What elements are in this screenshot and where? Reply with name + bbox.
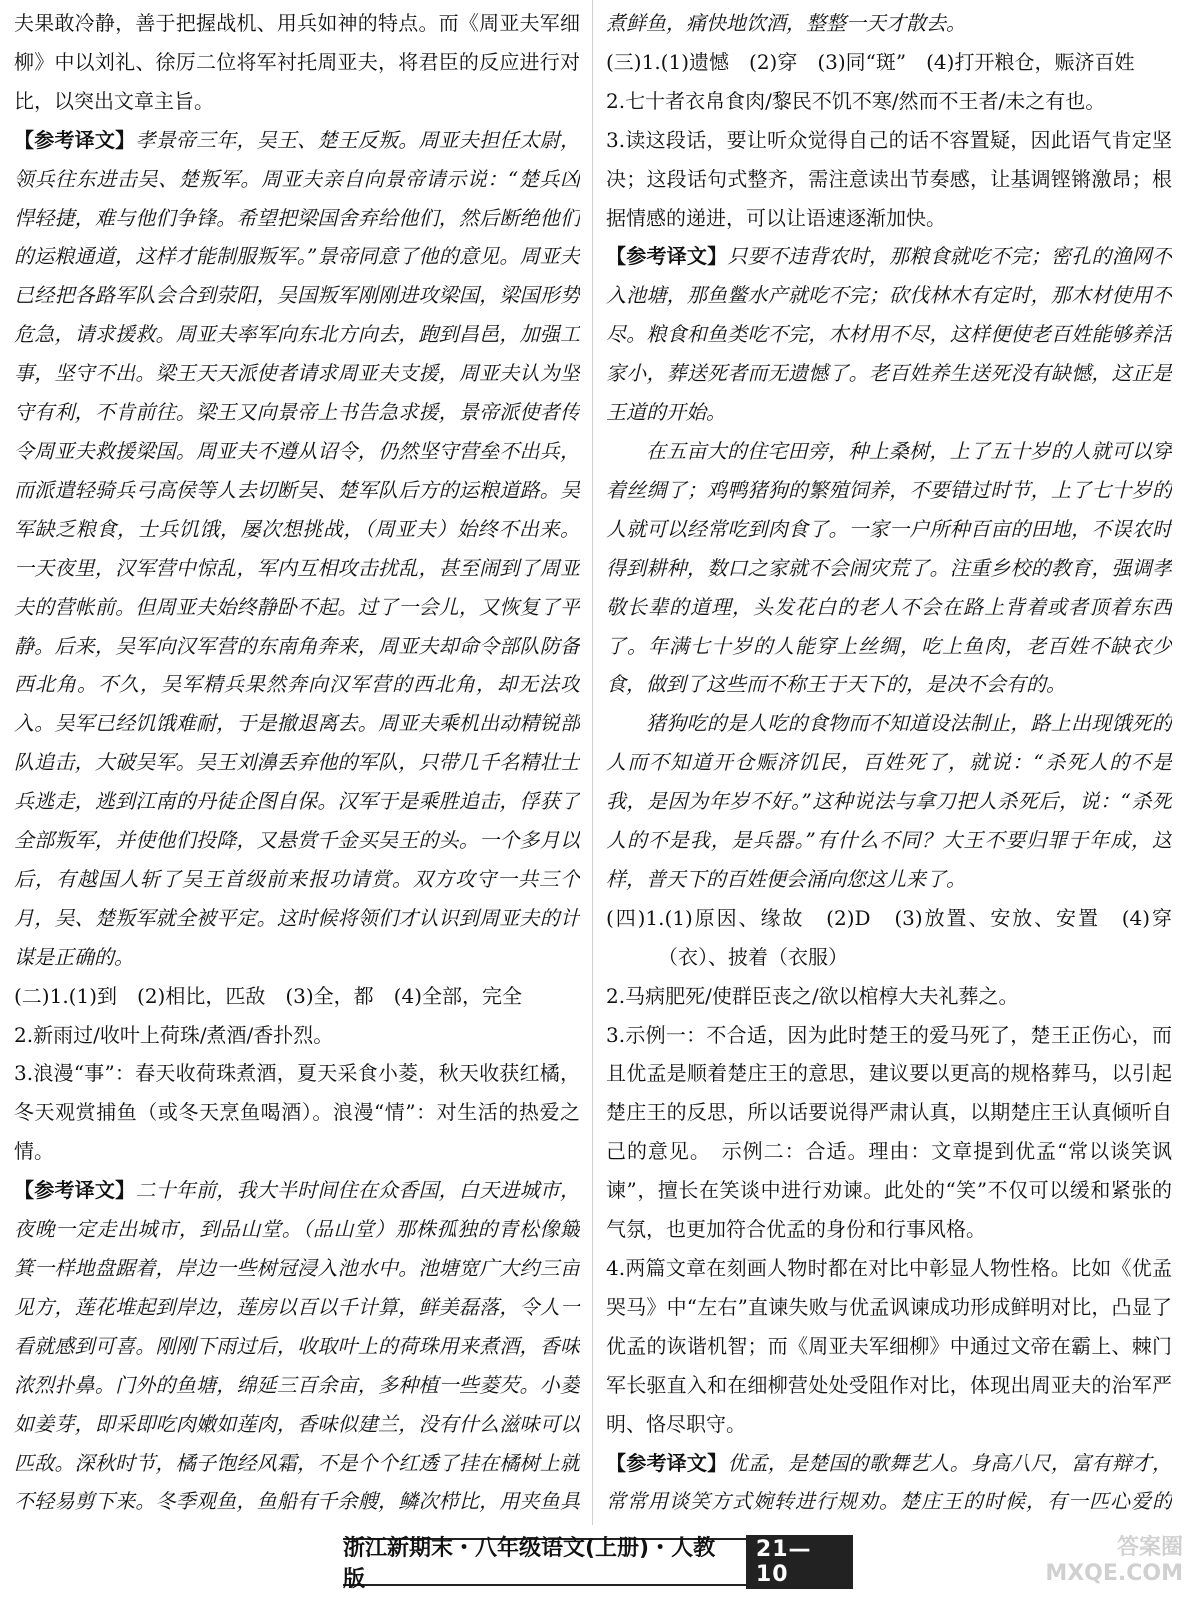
translation-paragraph	[606, 1444, 1172, 1522]
answer-item: 4.两篇文章在刻画人物时都在对比中彰显人物性格。比如《优孟哭马》中“左右”直谏失败与优孟讽谏成功形成鲜明对比，凸显了优孟的诙谐机智；而《周亚夫军细柳》中通过文帝在霸上、棘门军长驱直入和在细柳营处处受阻作对比，体现出周亚夫的治军严明、恪尽职守。	[606, 1256, 1172, 1436]
answer-item: 2.新雨过/收叶上荷珠/煮酒/香扑烈。	[14, 1022, 334, 1047]
answer-item: 3.浪漫“事”：春天收荷珠煮酒，夏天采食小菱，秋天收获红橘，冬天观赏捕鱼（或冬天烹鱼喝酒）。浪漫“情”：对生活的热爱之情。	[14, 1061, 580, 1164]
answer-item: 3.示例一：不合适，因为此时楚王的爱马死了，楚王正伤心，而且优孟是顺着楚庄王的意思，建议要以更高的规格葬马，以引起楚庄王的反思，所以话要说得严肃认真，以期楚庄王认真倾听自己的意见。 示例二：合适。理由：文章提到优孟“常以谈笑讽谏”，擅长在笑谈中进行劝谏。此处的“笑”不仅可以缓和紧张的气氛，也更加符合优孟的身份和行事风格。	[606, 1022, 1172, 1242]
translation-text: 只要不违背农时，那粮食就吃不完；密孔的渔网不入池塘，那鱼鳖水产就吃不完；砍伐林木有定时，那木材使用不尽。粮食和鱼类吃不完，木材用不尽，这样便使老百姓能够养活家小，葬送死者而无遗憾了。老百姓养生送死没有缺憾，这正是王道的开始。	[606, 244, 1172, 425]
translation-paragraph: 在五亩大的住宅田旁，种上桑树，上了五十岁的人就可以穿着丝绸了；鸡鸭猪狗的繁殖饲养，不要错过时节，上了七十岁的人就可以经常吃到肉食了。一家一户所种百亩的田地，不误农时得到耕种，数口之家就不会闹灾荒了。注重乡校的教育，强调孝敬长辈的道理，头发花白的老人不会在路上背着或者顶着东西了。年满七十岁的人能穿上丝绸，吃上鱼肉，老百姓不缺衣少食，做到了这些而不称王于天下的，是决不会有的。	[606, 438, 1172, 697]
translation-paragraph: 猪狗吃的是人吃的食物而不知道设法制止，路上出现饿死的人而不知道开仓赈济饥民，百姓死了，就说：“杀死人的不是我，是因为年岁不好。”这种说法与拿刀把人杀死后，说：“杀死人的不是我，是兵器。”有什么不同？大王不要归罪于年成，这样，普天下的百姓便会涌向您这儿来了。	[606, 711, 1172, 891]
left-column	[14, 4, 580, 1522]
answer-item: (二)1.(1)到 (2)相比，匹敌 (3)全，都 (4)全部，完全	[14, 983, 523, 1008]
translation-text: 二十年前，我大半时间住在众香国，白天进城市，夜晚一定走出城市，到品山堂。（品山堂）那株孤独的青松像簸箕一样地盘踞着，岸边一些树冠浸入池水中。池塘宽广大约三亩见方，莲花堆起到岸边，莲房以百以千计算，鲜美磊落，令人一看就感到可喜。刚刚下雨过后，收取叶上的荷珠用来煮酒，香味浓烈扑鼻。门外的鱼塘，绵延三百余亩，多种植一些菱芡。小菱如姜芽，即采即吃肉嫩如莲肉，香味似建兰，没有什么滋味可以匹敌。深秋时节，橘子饱经风霜，不是个个红透了挂在橘树上就不轻易剪下来。冬季观鱼，鱼船有千余艘，鳞次栉比，用夹鱼具	[14, 1178, 580, 1514]
reference-translation-tag: 【参考译文】	[14, 1178, 136, 1203]
translation-paragraph	[14, 121, 580, 977]
answer-item: 2.马病肥死/使群臣丧之/欲以棺椁大夫礼葬之。	[606, 983, 1019, 1008]
answer-item: 3.读这段话，要让听众觉得自己的话不容置疑，因此语气肯定坚决；这段话句式整齐，需注意读出节奏感，让基调铿锵激昂；根据情感的递进，可以让语速逐渐加快。	[606, 127, 1172, 230]
footer-banner	[343, 1536, 853, 1592]
reference-translation-tag: 【参考译文】	[606, 244, 728, 269]
reference-translation-tag: 【参考译文】	[606, 1450, 728, 1475]
column-divider	[592, 0, 593, 1525]
body-paragraph: 夫果敢冷静，善于把握战机、用兵如神的特点。而《周亚夫军细柳》中以刘礼、徐厉二位将军衬托周亚夫，将君臣的反应进行对比，以突出文章主旨。	[14, 11, 580, 113]
page-number: 21—10	[746, 1535, 853, 1589]
right-column	[606, 4, 1172, 1522]
watermark-logo	[1008, 1535, 1183, 1595]
answer-item: (三)1.(1)遗憾 (2)穿 (3)同“斑” (4)打开粮仓，赈济百姓	[606, 49, 1135, 74]
watermark-line2: MXQE.COM	[1045, 1561, 1183, 1586]
footer-title: 浙江新期末・八年级语文(上册)・人教版	[343, 1536, 716, 1592]
translation-continued: 煮鲜鱼，痛快地饮酒，整整一天才散去。	[606, 11, 966, 35]
translation-text: 孝景帝三年，吴王、楚王反叛。周亚夫担任太尉，领兵往东进击吴、楚叛军。周亚夫亲自向景帝请示说：“楚兵凶悍轻捷，难与他们争锋。希望把梁国舍弃给他们，然后断绝他们的运粮通道，这样才能制服叛军。”景帝同意了他的意见。周亚夫已经把各路军队会合到荥阳，吴国叛军刚刚进攻梁国，梁国形势危急，请求援救。周亚夫率军向东北方向去，跑到昌邑，加强工事，坚守不出。梁王天天派使者请求周亚夫支援，周亚夫认为坚守有利，不肯前往。梁王又向景帝上书告急求援，景帝派使者传令周亚夫救援梁国。周亚夫不遵从诏令，仍然坚守营垒不出兵，而派遣轻骑兵弓高侯等人去切断吴、楚军队后方的运粮道路。吴军缺乏粮食，士兵饥饿，屡次想挑战，（周亚夫）始终不出来。一天夜里，汉军营中惊乱，军内互相攻击扰乱，甚至闹到了周亚夫的营帐前。但周亚夫始终静卧不起。过了一会儿，又恢复了平静。后来，吴军向汉军营的东南角奔来，周亚夫却命令部队防备西北角。不久，吴军精兵果然奔向汉军营的西北角，却无法攻入。吴军已经饥饿难耐，于是撤退离去。周亚夫乘机出动精锐部队追击，大破吴军。吴王刘濞丢弃他的军队，只带几千名精壮士兵逃走，逃到江南的丹徒企图自保。汉军于是乘胜追击，俘获了全部叛军，并使他们投降，又悬赏千金买吴王的头。一个多月以后，有越国人斩了吴王首级前来报功请赏。双方攻守一共三个月，吴、楚叛军就全被平定。这时候将领们才认识到周亚夫的计谋是正确的。	[14, 127, 580, 969]
translation-text: 优孟，是楚国的歌舞艺人。身高八尺，富有辩才，常常用谈笑方式婉转进行规劝。楚庄王的时候，有一匹心爱的	[606, 1450, 1172, 1514]
translation-paragraph	[606, 237, 1172, 432]
translation-paragraph	[14, 1171, 580, 1522]
reference-translation-tag: 【参考译文】	[14, 127, 136, 152]
answer-item: (四)1.(1)原因、缘故 (2)D (3)放置、安放、安置 (4)穿（衣）、披着（衣服）	[606, 905, 1172, 969]
answer-item: 2.七十者衣帛食肉/黎民不饥不寒/然而不王者/未之有也。	[606, 88, 1106, 113]
watermark-line1: 答案圈	[1116, 1535, 1183, 1560]
